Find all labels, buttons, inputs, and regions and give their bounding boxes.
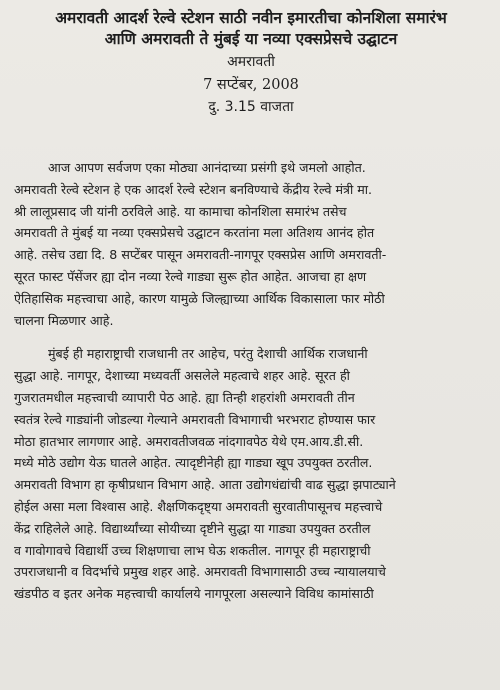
text-line: उपराजधानी व विदर्भाचे प्रमुख शहर आहे. अमरावती विभागासाठी उच्च न्यायालयाचे	[14, 564, 386, 580]
time-line: दु. 3.15 वाजता	[208, 99, 294, 115]
text-line: सुद्धा आहे. नागपूर, देशाच्या मध्यवर्ती असलेले महत्वाचे शहर आहे. सूरत ही	[14, 368, 350, 384]
date-line: 7 सप्टेंबर, 2008	[203, 77, 299, 93]
text-line: स्वतंत्र रेल्वे गाड्यांनी जोडल्या गेल्याने अमरावती विभागाची भरभराट होण्यास फार	[14, 411, 376, 427]
paragraph-1	[14, 157, 488, 331]
text-line: आज आपण सर्वजण एका मोठ्या आनंदाच्या प्रसंगी इथे जमलो आहोत.	[48, 160, 366, 175]
text-line: खंडपीठ व इतर अनेक महत्त्वाची कार्यालये नागपूरला असल्याने विविध कामांसाठी	[14, 586, 374, 602]
speech-body	[14, 157, 488, 605]
text-line: अमरावती ते मुंबई या नव्या एक्सप्रेसचे उद्घाटन करतांना मला अतिशय आनंद होत	[14, 225, 375, 241]
title-line-2: आणि अमरावती ते मुंबई या नव्या एक्सप्रेसचे उद्घाटन	[104, 30, 398, 48]
text-line: व गावोगावचे विद्यार्थी उच्च शिक्षणाचा लाभ घेऊ शकतील. नागपूर ही महाराष्ट्राची	[14, 542, 371, 558]
text-line: गुजरातमधील महत्त्वाची व्यापारी पेठ आहे. ह्या तिन्ही शहरांशी अमरावती तीन	[14, 389, 355, 405]
text-line: श्री लालूप्रसाद जी यांनी ठरविले आहे. या कामाचा कोनशिला समारंभ तसेच	[14, 203, 347, 219]
text-line: मोठा हातभार लागणार आहे. अमरावतीजवळ नांदगावपेठ येथे एम.आय.डी.सी.	[14, 433, 364, 449]
paragraph-2	[14, 343, 488, 605]
text-line: होईल असा मला विश्वास आहे. शैक्षणिकदृष्ट्या अमरावती सुरवातीपासूनच महत्त्वाचे	[14, 498, 383, 514]
text-line: ऐतिहासिक महत्त्वाचा आहे, कारण यामुळे जिल्ह्याच्या आर्थिक विकासाला फार मोठी	[14, 290, 385, 306]
text-line: मध्ये मोठे उद्योग येऊ घातले आहेत. त्यादृष्टीनेही ह्या गाड्या खूप उपयुक्त ठरतील.	[14, 455, 373, 471]
title-line-1: अमरावती आदर्श रेल्वे स्टेशन साठी नवीन इमारतीचा कोनशिला समारंभ	[55, 9, 447, 27]
document-header	[14, 8, 488, 117]
place-line: अमरावती	[227, 54, 275, 70]
text-line: अमरावती रेल्वे स्टेशन हे एक आदर्श रेल्वे स्टेशन बनविण्याचे केंद्रीय रेल्वे मंत्री मा.	[14, 181, 373, 197]
text-line: चालना मिळणार आहे.	[14, 312, 114, 328]
text-line: आहे. तसेच उद्या दि. 8 सप्टेंबर पासून अमरावती-नागपूर एक्सप्रेस आणि अमरावती-	[14, 247, 387, 263]
text-line: सूरत फास्ट पॅसेंजर ह्या दोन नव्या रेल्वे गाड्या सुरू होत आहेत. आजचा हा क्षण	[14, 268, 367, 284]
text-line: अमरावती विभाग हा कृषीप्रधान विभाग आहे. आता उद्योगधंद्यांची वाढ सुद्धा झपाट्याने	[14, 477, 396, 493]
text-line: केंद्र राहिलेले आहे. विद्यार्थ्यांच्या सोयीच्या दृष्टीने सुद्धा या गाड्या उपयुक्त ठरतील	[14, 520, 371, 536]
text-line: मुंबई ही महाराष्ट्राची राजधानी तर आहेच, परंतु देशाची आर्थिक राजधानी	[48, 346, 368, 362]
